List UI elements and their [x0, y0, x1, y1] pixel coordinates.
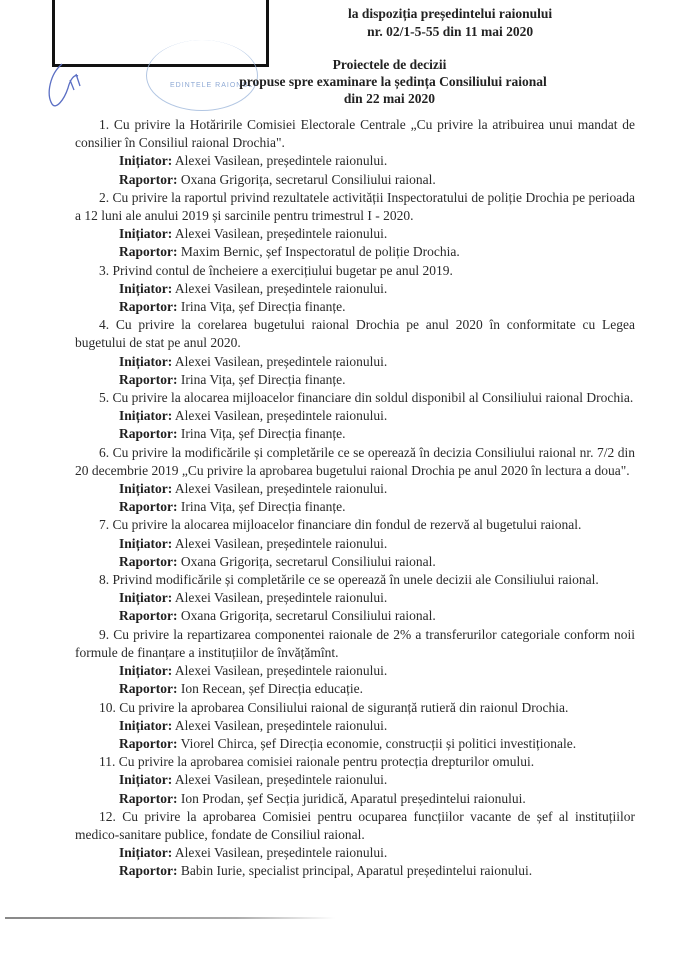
agenda-item: [75, 189, 635, 262]
raportor-value: Irina Vița, șef Direcția finanțe.: [180, 499, 346, 515]
title-line-2: propuse spre examinare la ședința Consiliului raional: [239, 74, 547, 89]
raportor-value: Irina Vița, șef Direcția finanțe.: [180, 371, 346, 387]
raportor-label: Raportor:: [119, 735, 178, 751]
agenda-item-title: 8. Privind modificările și completările ce se operează în unele decizii ale Consiliului raional.: [99, 572, 599, 588]
title-line-1: Proiectele de decizii: [332, 57, 447, 72]
initiator-value: Alexei Vasilean, președintele raionului.: [174, 663, 388, 679]
initiator-value: Alexei Vasilean, președintele raionului.: [174, 408, 388, 424]
initiator-line: [119, 717, 635, 735]
agenda-item: [75, 571, 635, 626]
initiator-label: Inițiator:: [119, 772, 173, 788]
agenda-item: [75, 753, 635, 808]
raportor-value: Ion Recean, șef Direcția educație.: [180, 681, 364, 697]
raportor-value: Maxim Bernic, șef Inspectoratul de poliție Drochia.: [180, 244, 460, 260]
raportor-label: Raportor:: [119, 499, 178, 515]
agenda-item-title: 11. Cu privire la aprobarea comisiei raionale pentru protecția drepturilor omului.: [99, 754, 535, 770]
agenda-item-title: 9. Cu privire la repartizarea componentei raionale de 2% a transferurilor categoriale conform noii formule de finanțare a instituțiilor de învățămînt.: [75, 626, 635, 660]
raportor-value: Oxana Grigorița, secretarul Consiliului raional.: [180, 171, 436, 187]
initiator-line: [119, 771, 635, 789]
agenda-item: [75, 316, 635, 389]
raportor-line: [119, 862, 635, 880]
agenda-item: [75, 262, 635, 317]
initiator-label: Inițiator:: [119, 663, 173, 679]
raportor-label: Raportor:: [119, 171, 178, 187]
raportor-line: [119, 607, 635, 625]
raportor-line: [119, 425, 635, 443]
raportor-line: [119, 680, 635, 698]
initiator-label: Inițiator:: [119, 717, 173, 733]
agenda-item: [75, 444, 635, 517]
raportor-value: Babin Iurie, specialist principal, Aparatul președintelui raionului.: [180, 863, 533, 879]
disposition-header: [348, 5, 552, 41]
agenda-item-title: 12. Cu privire la aprobarea Comisiei pentru ocuparea funcțiilor vacante de șef al instituțiilor medico-sanitare publice, fondate de Consiliul raional.: [75, 808, 635, 842]
stamp-text: EDINTELE RAIONUL: [170, 82, 254, 89]
initiator-value: Alexei Vasilean, președintele raionului.: [174, 717, 388, 733]
initiator-label: Inițiator:: [119, 535, 173, 551]
initiator-label: Inițiator:: [119, 226, 173, 242]
initiator-value: Alexei Vasilean, președintele raionului.: [174, 353, 388, 369]
agenda-item-title: 2. Cu privire la raportul privind rezultatele activității Inspectoratului de poliție Drochia pe perioada a 12 luni ale anului 2019 și sarcinile pentru trimestrul I - 2020.: [75, 189, 635, 224]
raportor-line: [119, 790, 635, 808]
disposition-line-1: la dispoziția președintelui raionului: [348, 6, 553, 21]
raportor-label: Raportor:: [119, 371, 178, 387]
raportor-label: Raportor:: [119, 863, 178, 879]
initiator-value: Alexei Vasilean, președintele raionului.: [174, 535, 388, 551]
agenda-item: [75, 626, 635, 699]
initiator-label: Inițiator:: [119, 280, 173, 296]
initiator-line: [119, 152, 635, 170]
initiator-label: Inițiator:: [119, 845, 173, 861]
raportor-value: Irina Vița, șef Direcția finanțe.: [180, 426, 346, 442]
raportor-line: [119, 735, 635, 753]
agenda-item: [75, 699, 635, 754]
initiator-value: Alexei Vasilean, președintele raionului.: [174, 590, 388, 606]
initiator-line: [119, 662, 635, 680]
initiator-line: [119, 535, 635, 553]
initiator-value: Alexei Vasilean, președintele raionului.: [174, 845, 388, 861]
raportor-value: Oxana Grigorița, secretarul Consiliului raional.: [180, 553, 436, 569]
raportor-line: [119, 553, 635, 571]
raportor-value: Oxana Grigorița, secretarul Consiliului raional.: [180, 608, 436, 624]
raportor-label: Raportor:: [119, 244, 178, 260]
raportor-line: [119, 498, 635, 516]
agenda-item-title: 7. Cu privire la alocarea mijloacelor financiare din fondul de rezervă al bugetului raional.: [99, 517, 582, 533]
initiator-label: Inițiator:: [119, 353, 173, 369]
agenda-item-title: 3. Privind contul de încheiere a exercițiului bugetar pe anul 2019.: [99, 262, 453, 278]
initiator-label: Inițiator:: [119, 153, 173, 169]
agenda-list: [75, 116, 635, 881]
initiator-line: [119, 407, 635, 425]
raportor-line: [119, 171, 635, 189]
initiator-line: [119, 353, 635, 371]
initiator-line: [119, 280, 635, 298]
initiator-value: Alexei Vasilean, președintele raionului.: [174, 226, 388, 242]
raportor-label: Raportor:: [119, 426, 178, 442]
agenda-item-title: 1. Cu privire la Hotăririle Comisiei Electorale Centrale „Cu privire la atribuirea unui mandat de consilier în Consiliul raional Drochia".: [75, 117, 635, 151]
initiator-label: Inițiator:: [119, 481, 173, 497]
initiator-value: Alexei Vasilean, președintele raionului.: [174, 481, 388, 497]
initiator-label: Inițiator:: [119, 590, 173, 606]
raportor-line: [119, 243, 635, 261]
initiator-line: [119, 589, 635, 607]
raportor-label: Raportor:: [119, 553, 178, 569]
initiator-line: [119, 480, 635, 498]
agenda-item: [75, 516, 635, 571]
agenda-item: [75, 808, 635, 881]
initiator-line: [119, 844, 635, 862]
agenda-item-title: 6. Cu privire la modificările și completările ce se operează în decizia Consiliului raional nr. 7/2 din 20 decembrie 2019 „Cu privire la aprobarea bugetului raional Drochia pe anul 2020 în lectura a doua".: [75, 444, 635, 478]
raportor-value: Irina Vița, șef Direcția finanțe.: [180, 299, 346, 315]
title-line-3: din 22 mai 2020: [343, 91, 436, 106]
agenda-item-title: 4. Cu privire la corelarea bugetului raional Drochia pe anul 2020 în conformitate cu Legea bugetului de stat pe anul 2020.: [75, 317, 635, 351]
raportor-label: Raportor:: [119, 299, 178, 315]
initiator-value: Alexei Vasilean, președintele raionului.: [174, 772, 388, 788]
raportor-value: Viorel Chirca, șef Direcția economie, construcții și politici investiționale.: [180, 735, 577, 751]
agenda-item: [75, 389, 635, 444]
raportor-label: Raportor:: [119, 790, 178, 806]
raportor-line: [119, 371, 635, 389]
raportor-label: Raportor:: [119, 681, 178, 697]
raportor-label: Raportor:: [119, 608, 178, 624]
initiator-line: [119, 225, 635, 243]
agenda-item: [75, 116, 635, 189]
disposition-line-2: nr. 02/1-5-55 din 11 mai 2020: [367, 24, 534, 39]
agenda-item-title: 10. Cu privire la aprobarea Consiliului raional de siguranță rutieră din raionul Drochia.: [99, 699, 569, 715]
initiator-label: Inițiator:: [119, 408, 173, 424]
initiator-value: Alexei Vasilean, președintele raionului.: [174, 280, 388, 296]
raportor-value: Ion Prodan, șef Secția juridică, Aparatul președintelui raionului.: [180, 790, 526, 806]
agenda-item-title: 5. Cu privire la alocarea mijloacelor financiare din soldul disponibil al Consiliului raional Drochia.: [99, 390, 634, 406]
initiator-value: Alexei Vasilean, președintele raionului.: [174, 153, 388, 169]
raportor-line: [119, 298, 635, 316]
bottom-divider: [5, 917, 335, 919]
document-title: [0, 56, 679, 107]
